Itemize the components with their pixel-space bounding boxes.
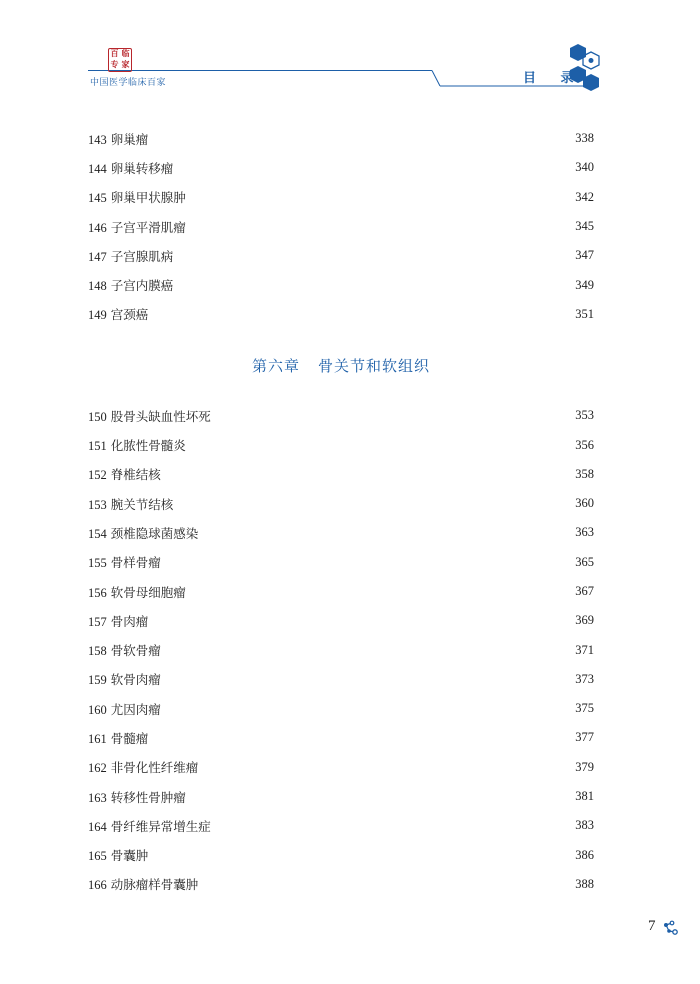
toc-entry-title (88, 159, 173, 177)
toc-entry-title (88, 188, 186, 206)
toc-entry-number: 149 (88, 308, 107, 323)
toc-entry-label: 转移性骨肿瘤 (110, 789, 186, 805)
toc-entry-page: 363 (575, 525, 594, 540)
chapter-heading[interactable] (88, 329, 594, 401)
toc-entry[interactable] (88, 183, 594, 212)
toc-entry-page: 388 (575, 876, 594, 891)
toc-entry-number: 148 (88, 279, 107, 294)
toc-entry[interactable] (88, 606, 594, 635)
toc-entry-number: 152 (88, 468, 107, 483)
toc-entry-number: 154 (88, 526, 107, 541)
toc-entry-page: 386 (575, 847, 594, 862)
toc-entry-label: 子宫腺肌病 (110, 248, 174, 264)
toc-entry[interactable] (88, 841, 594, 870)
toc-entry[interactable] (88, 782, 594, 811)
toc-entry-title (88, 495, 173, 513)
toc-entry-number: 145 (88, 191, 107, 206)
toc-entry[interactable] (88, 430, 594, 459)
toc-entry-label: 骨肉瘤 (110, 613, 149, 629)
toc-entry-number: 146 (88, 220, 107, 235)
toc-entry-page: 345 (575, 219, 594, 234)
molecule-icon (660, 918, 680, 938)
toc-entry-title (88, 276, 173, 294)
toc-entry-label: 宫颈癌 (110, 307, 149, 323)
toc-entry[interactable] (88, 401, 594, 430)
toc-entry-page: 369 (575, 613, 594, 628)
toc-entry-number: 144 (88, 161, 107, 176)
toc-entry-label: 骨纤维异常增生症 (110, 818, 211, 834)
toc-entry[interactable] (88, 212, 594, 241)
toc-entry-label: 骨髓瘤 (110, 730, 149, 746)
toc-entry[interactable] (88, 300, 594, 329)
toc-entry-label: 骨囊肿 (110, 848, 149, 864)
toc-entry-page: 342 (575, 189, 594, 204)
toc-entry-title (88, 700, 161, 718)
chapter-title: 骨关节和软组织 (318, 356, 431, 375)
logo: 百 临 专 家 (108, 48, 132, 72)
toc-entry-page: 371 (575, 642, 594, 657)
toc-entry-page: 377 (575, 730, 594, 745)
toc-entry-number: 153 (88, 497, 107, 512)
section-title: 目 录 (523, 71, 584, 86)
toc-entry-label: 骨软骨瘤 (110, 643, 161, 659)
toc-entry[interactable] (88, 153, 594, 182)
toc-entry-title (88, 247, 173, 265)
toc-entry-title (88, 305, 148, 323)
chapter-number: 第六章 (251, 356, 300, 375)
toc-entry-number: 161 (88, 731, 107, 746)
toc-entry-label: 卵巢甲状腺肿 (110, 190, 186, 206)
toc-entry-page: 356 (575, 437, 594, 452)
toc-entry-title (88, 670, 161, 688)
toc-entry-title (88, 553, 161, 571)
page-header (0, 0, 700, 100)
toc-entry-number: 162 (88, 761, 107, 776)
toc-entry-label: 子宫平滑肌瘤 (110, 219, 186, 235)
toc-entry-number: 155 (88, 556, 107, 571)
header-rule-slant (432, 71, 440, 87)
toc-entry-page: 365 (575, 554, 594, 569)
toc-entry-page: 340 (575, 160, 594, 175)
toc-entry[interactable] (88, 870, 594, 899)
toc-entry-title (88, 788, 186, 806)
toc-entry[interactable] (88, 577, 594, 606)
toc-entry[interactable] (88, 723, 594, 752)
toc-entry-number: 160 (88, 702, 107, 717)
toc-entry-title (88, 436, 186, 454)
toc-entry-number: 164 (88, 819, 107, 834)
toc-entry-page: 360 (575, 496, 594, 511)
toc-entry-number: 166 (88, 878, 107, 893)
toc-entry[interactable] (88, 460, 594, 489)
toc-entry-label: 脊椎结核 (110, 467, 161, 483)
toc-entry-page: 367 (575, 584, 594, 598)
toc-entry-title (88, 130, 148, 148)
toc-entry-page: 347 (575, 248, 594, 263)
toc-entry-page: 338 (575, 131, 594, 146)
toc-entry-page: 383 (575, 818, 594, 833)
toc-entry-number: 158 (88, 644, 107, 659)
toc-entry-title (88, 524, 198, 542)
toc-entry-label: 颈椎隐球菌感染 (110, 525, 199, 541)
toc-entry[interactable] (88, 811, 594, 840)
toc-entry-page: 358 (575, 466, 594, 481)
toc-entry-title (88, 218, 186, 236)
toc-entry[interactable] (88, 489, 594, 518)
toc-entry-page: 381 (575, 789, 594, 804)
toc-entry-page: 373 (575, 671, 594, 686)
toc-entry-label: 化脓性骨髓炎 (110, 438, 186, 454)
toc-entry-label: 子宫内膜癌 (110, 278, 174, 294)
toc-entry-number: 163 (88, 790, 107, 805)
toc-entry[interactable] (88, 665, 594, 694)
toc-entry-number: 156 (88, 585, 107, 600)
toc-entry-number: 157 (88, 614, 107, 629)
toc-entry-label: 尤因肉瘤 (110, 701, 161, 717)
toc-entry-label: 骨样骨瘤 (110, 555, 161, 571)
toc-entry-label: 股骨头缺血性坏死 (110, 408, 211, 424)
toc-entry-page: 379 (575, 759, 594, 774)
toc-entry-page: 351 (575, 306, 594, 321)
toc-entry-page: 375 (575, 701, 594, 716)
toc-entry-title (88, 407, 211, 425)
toc-entry-label: 软骨母细胞瘤 (110, 584, 186, 600)
toc-entry[interactable] (88, 270, 594, 299)
toc-entry[interactable] (88, 548, 594, 577)
toc-entry-label: 卵巢转移瘤 (110, 160, 174, 176)
toc-entry[interactable] (88, 241, 594, 270)
toc-entry-title (88, 875, 198, 893)
toc-entry-label: 卵巢瘤 (110, 131, 149, 147)
toc-entry-label: 非骨化性纤维瘤 (110, 760, 199, 776)
toc-entry-title (88, 758, 198, 776)
toc-entry-label: 腕关节结核 (110, 496, 174, 512)
toc-entry-title (88, 641, 161, 659)
toc-entry-number: 147 (88, 249, 107, 264)
page-number: 7 (648, 918, 656, 934)
toc-entry[interactable] (88, 753, 594, 782)
toc-entry-page: 353 (575, 408, 594, 423)
toc-entry-number: 151 (88, 439, 107, 454)
toc-entry[interactable] (88, 635, 594, 664)
toc-entry[interactable] (88, 518, 594, 547)
toc-entry-title (88, 612, 148, 630)
table-of-contents (88, 124, 594, 899)
series-title: 中国医学临床百家 (90, 78, 167, 88)
toc-entry-number: 159 (88, 673, 107, 688)
toc-entry-number: 165 (88, 849, 107, 864)
toc-entry-title (88, 817, 211, 835)
toc-entry[interactable] (88, 694, 594, 723)
toc-entry-title (88, 846, 148, 864)
toc-entry-title (88, 729, 148, 747)
toc-entry-number: 143 (88, 132, 107, 147)
toc-entry-label: 动脉瘤样骨囊肿 (110, 877, 199, 893)
toc-entry-label: 软骨肉瘤 (110, 672, 161, 688)
toc-entry-title (88, 465, 161, 483)
toc-entry-page: 349 (575, 277, 594, 292)
toc-entry-number: 150 (88, 409, 107, 424)
toc-entry-title (88, 583, 186, 601)
toc-entry[interactable] (88, 124, 594, 153)
